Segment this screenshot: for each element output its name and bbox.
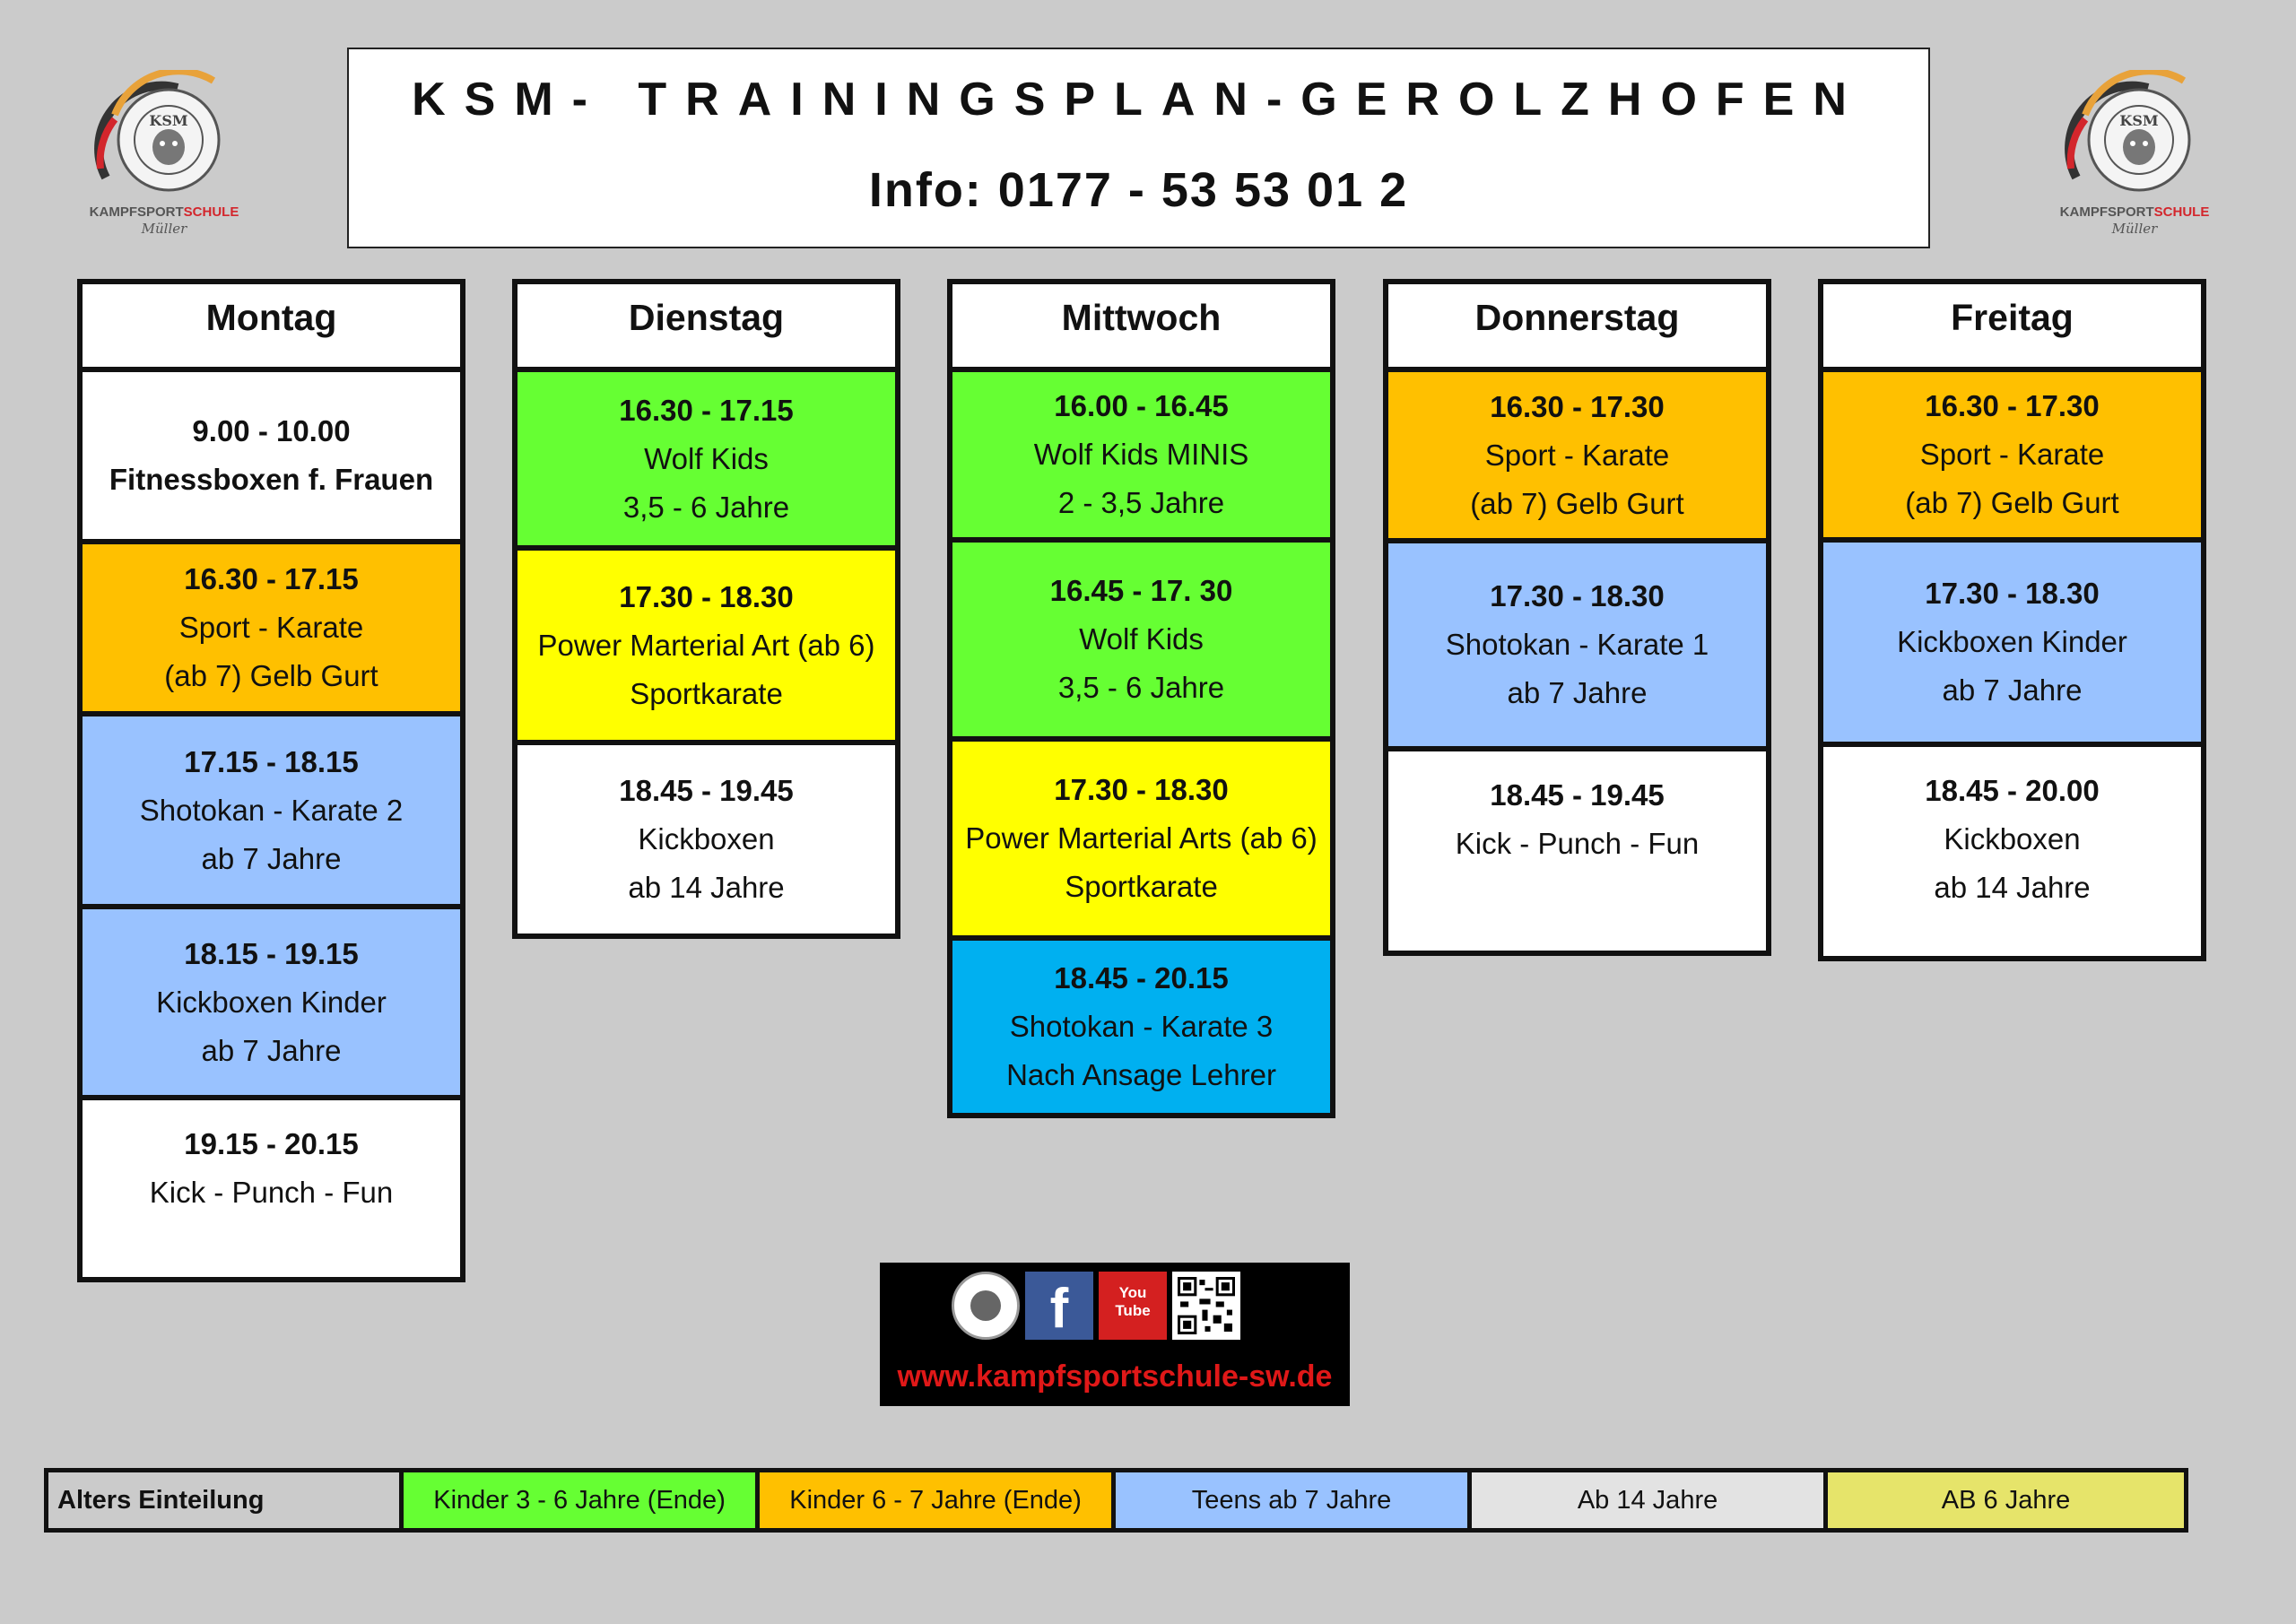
slot-line: ab 14 Jahre [1934, 871, 2091, 904]
logo-brand-text: KAMPFSPORTSCHULE [89, 204, 239, 220]
slot-line: ab 7 Jahre [201, 1033, 342, 1067]
day-header: Montag [83, 284, 460, 372]
slot-line: ab 7 Jahre [201, 841, 342, 875]
schedule-slot [1823, 372, 2201, 543]
slot-time: 16.30 - 17.15 [184, 562, 359, 595]
slot-time: 17.30 - 18.30 [1490, 579, 1665, 612]
schedule-slot [83, 544, 460, 716]
legend-item-ab-14: Ab 14 Jahre [1472, 1472, 1828, 1528]
slot-time: 17.15 - 18.15 [184, 744, 359, 778]
youtube-icon[interactable] [1099, 1272, 1167, 1340]
slot-line: Wolf Kids MINIS [1033, 438, 1249, 471]
slot-line: Shotokan - Karate 2 [139, 793, 404, 827]
day-column-mittwoch [947, 279, 1335, 1118]
slot-time: 16.30 - 17.15 [619, 393, 794, 427]
schedule-slot [1388, 543, 1766, 751]
social-banner [880, 1263, 1350, 1406]
slot-line: ab 7 Jahre [1942, 673, 2083, 707]
logo-signature: Müller [2111, 221, 2158, 237]
day-column-freitag [1818, 279, 2206, 961]
schedule-slot [1388, 372, 1766, 543]
slot-line: Power Marterial Art (ab 6) [537, 628, 875, 662]
slot-time: 18.45 - 20.00 [1925, 774, 2100, 807]
schedule-slot [517, 745, 895, 934]
legend-title: Alters Einteilung [48, 1472, 404, 1528]
schedule-slot [517, 372, 895, 551]
day-header: Dienstag [517, 284, 895, 372]
slot-line: (ab 7) Gelb Gurt [164, 659, 378, 692]
qr-code-icon [1172, 1272, 1240, 1340]
slot-time: 9.00 - 10.00 [192, 414, 351, 447]
slot-time: 17.30 - 18.30 [1054, 773, 1229, 806]
logo-signature: Müller [141, 221, 187, 237]
schedule-slot [517, 551, 895, 745]
slot-line: Kickboxen [638, 822, 775, 855]
day-header: Donnerstag [1388, 284, 1766, 372]
slot-time: 19.15 - 20.15 [184, 1127, 359, 1160]
day-column-dienstag [512, 279, 900, 939]
youtube-text-b: Tube [1115, 1302, 1151, 1319]
day-header: Mittwoch [952, 284, 1330, 372]
slot-line: Shotokan - Karate 3 [1009, 1010, 1274, 1043]
website-link[interactable]: www.kampfsportschule-sw.de [897, 1359, 1333, 1394]
slot-line: Kickboxen Kinder [1897, 625, 2127, 658]
legend-item-teens: Teens ab 7 Jahre [1116, 1472, 1472, 1528]
slot-line: Fitnessboxen f. Frauen [109, 463, 434, 496]
slot-line: 2 - 3,5 Jahre [1057, 486, 1225, 519]
slot-line: 3,5 - 6 Jahre [1057, 671, 1225, 704]
schedule-slot [83, 716, 460, 909]
youtube-text-a: You [1118, 1284, 1147, 1301]
slot-time: 18.45 - 19.45 [619, 774, 794, 807]
slot-time: 18.15 - 19.15 [184, 936, 359, 970]
slot-line: Sportkarate [630, 676, 783, 710]
slot-line: Sport - Karate [1484, 438, 1670, 472]
ksm-logo-left [79, 70, 249, 240]
slot-line: Kick - Punch - Fun [1455, 827, 1700, 860]
age-legend [44, 1468, 2188, 1533]
slot-line: Sportkarate [1065, 870, 1218, 903]
wolfpack-emblem-icon [2049, 70, 2220, 204]
slot-line: Kickboxen Kinder [156, 985, 387, 1019]
schedule-slot [952, 543, 1330, 742]
wolfpack-emblem-icon [79, 70, 249, 204]
info-phone: Info: 0177 - 53 53 01 2 [868, 163, 1409, 217]
svg-text:KSM: KSM [149, 112, 188, 129]
day-column-montag [77, 279, 465, 1282]
slot-time: 18.45 - 20.15 [1054, 961, 1229, 994]
slot-time: 17.30 - 18.30 [1925, 577, 2100, 610]
slot-line: Kick - Punch - Fun [149, 1176, 394, 1209]
slot-time: 16.30 - 17.30 [1925, 389, 2100, 422]
day-column-donnerstag [1383, 279, 1771, 956]
slot-time: 16.45 - 17. 30 [1049, 574, 1233, 607]
slot-time: 17.30 - 18.30 [619, 579, 794, 613]
facebook-icon[interactable]: f [1025, 1272, 1093, 1340]
slot-line: ab 7 Jahre [1507, 676, 1648, 709]
slot-line: Sport - Karate [178, 611, 364, 644]
slot-line: (ab 7) Gelb Gurt [1905, 486, 2119, 519]
legend-item-ab-6: AB 6 Jahre [1828, 1472, 2184, 1528]
schedule-slot [952, 941, 1330, 1113]
day-header: Freitag [1823, 284, 2201, 372]
schedule-slot [83, 909, 460, 1100]
logo-brand-text: KAMPFSPORTSCHULE [2059, 204, 2210, 220]
ksm-emblem-icon [952, 1272, 1020, 1340]
page-title: KSM- TRAININGSPLAN-GEROLZHOFEN [412, 74, 1866, 126]
schedule-slot [1823, 747, 2201, 956]
schedule-slot [1823, 543, 2201, 747]
qr-pattern [1178, 1277, 1235, 1334]
slot-line: Wolf Kids [1079, 622, 1204, 656]
slot-time: 16.00 - 16.45 [1054, 389, 1229, 422]
slot-line: Sport - Karate [1919, 438, 2105, 471]
slot-line: Power Marterial Arts (ab 6) [965, 821, 1318, 855]
legend-item-kinder-6-7: Kinder 6 - 7 Jahre (Ende) [760, 1472, 1116, 1528]
slot-line: ab 14 Jahre [628, 871, 785, 904]
slot-time: 16.30 - 17.30 [1490, 389, 1665, 423]
header-box [347, 48, 1930, 248]
slot-time: 18.45 - 19.45 [1490, 778, 1665, 812]
slot-line: Shotokan - Karate 1 [1445, 628, 1709, 661]
schedule-slot [1388, 751, 1766, 951]
slot-line: (ab 7) Gelb Gurt [1470, 486, 1684, 520]
schedule-slot [83, 372, 460, 544]
svg-text:KSM: KSM [2119, 112, 2159, 129]
schedule-slot [83, 1100, 460, 1277]
slot-line: 3,5 - 6 Jahre [622, 490, 790, 524]
ksm-logo-right [2049, 70, 2220, 240]
legend-item-kinder-3-6: Kinder 3 - 6 Jahre (Ende) [404, 1472, 760, 1528]
social-icons [952, 1272, 1240, 1340]
slot-line: Kickboxen [1944, 822, 2081, 855]
schedule-slot [952, 372, 1330, 543]
schedule-slot [952, 742, 1330, 941]
slot-line: Wolf Kids [644, 441, 769, 475]
slot-line: Nach Ansage Lehrer [1006, 1058, 1276, 1091]
